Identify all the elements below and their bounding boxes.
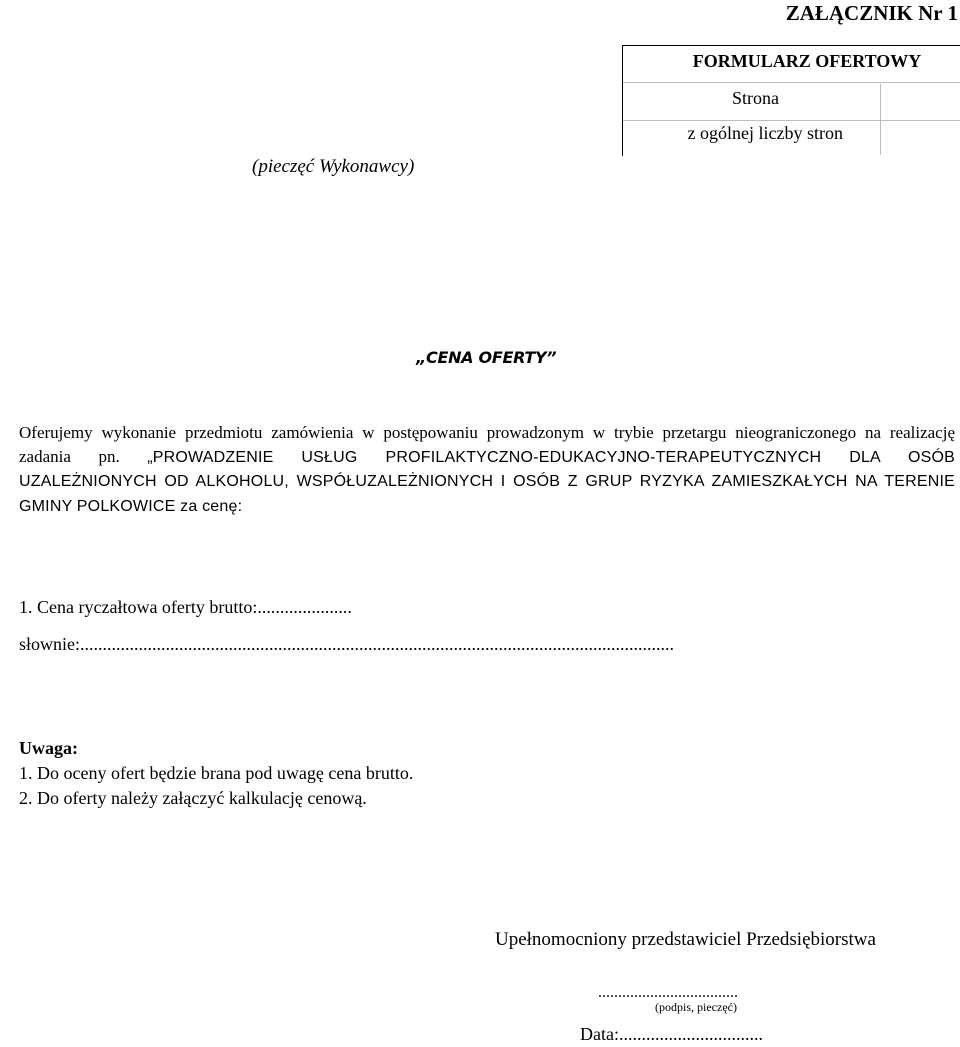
page-label: Strona xyxy=(732,88,779,108)
total-pages-label: z ogólnej liczby stron xyxy=(687,123,843,143)
price-in-words-line: słownie:.................................................................................................................................... xyxy=(19,634,674,654)
signature-caption: (podpis, pieczęć) xyxy=(655,1000,737,1014)
offer-heading: „CENA OFERTY” xyxy=(416,348,557,367)
annex-title: ZAŁĄCZNIK Nr 1 xyxy=(785,1,958,25)
signature-line: ................................... xyxy=(598,984,738,1001)
intro-text: Oferujemy wykonanie przedmiotu zamówienia w postępowaniu prowadzonym w trybie przetargu nieograniczonego na realizację zadania pn. xyxy=(19,423,955,466)
form-title: FORMULARZ OFERTOWY xyxy=(623,46,960,83)
note-heading: Uwaga: xyxy=(19,738,78,758)
representative-label: Upełnomocniony przedstawiciel Przedsiębiorstwa xyxy=(495,929,876,950)
note-item: 1. Do oceny ofert będzie brana pod uwagę cena brutto. xyxy=(19,763,414,783)
total-pages-row xyxy=(623,121,960,155)
date-line: Data:................................ xyxy=(580,1024,763,1044)
page-number-row xyxy=(623,84,960,121)
note-item: 2. Do oferty należy załączyć kalkulację cenową. xyxy=(19,788,367,808)
price-line: 1. Cena ryczałtowa oferty brutto:..................... xyxy=(19,597,352,617)
page-number-cell xyxy=(880,84,960,120)
contractor-stamp-label: (pieczęć Wykonawcy) xyxy=(252,156,415,177)
form-header-box xyxy=(622,45,960,156)
offer-intro-paragraph xyxy=(19,421,955,518)
task-name: „PROWADZENIE USŁUG PROFILAKTYCZNO-EDUKACYJNO-TERAPEUTYCZNYCH DLA OSÓB UZALEŻNIONYCH OD ALKOHOLU, WSPÓŁUZALEŻNIONYCH I OSÓB Z GRUP RYZYKA ZAMIESZKAŁYCH NA TERENIE GMINY POLKOWICE za cenę: xyxy=(19,448,955,515)
total-pages-cell xyxy=(880,121,960,155)
